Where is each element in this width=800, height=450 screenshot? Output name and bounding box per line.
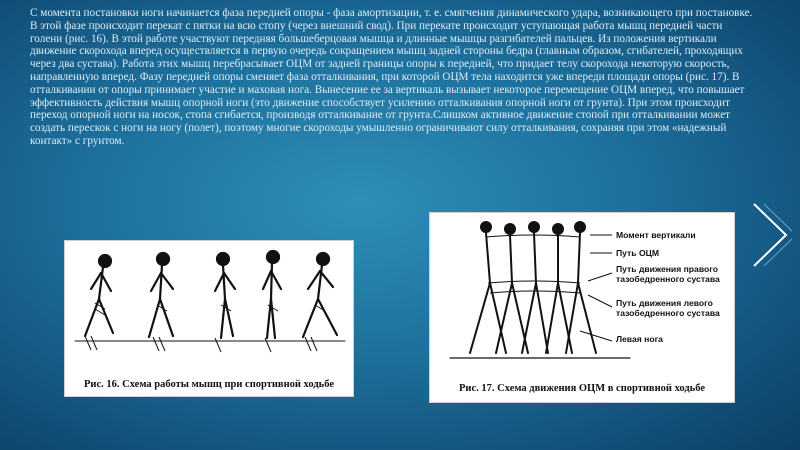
label-left-leg: Левая нога (616, 334, 663, 344)
body-paragraph: С момента постановки ноги начинается фаза передней опоры - фаза амортизации, т. е. смягчения динамического удара, возникающего при постановке. В этой фазе происходит перекат с пятки на всю стопу (через внешний свод). При перекате происходит уступающая работа мышц передней части голени (рис. 16). В этой работе участвуют передняя большеберцовая мышца и длинные мышцы разгибателей пальцев. Из положения вертикали движение скорохода вперед осуществляется в первую очередь сокращением мышц задней стороны бедра (главным образом, сгибателей, проходящих через два сустава). Работа этих мышц перебрасывает ОЦМ от задней границы опоры к передней, что придает телу скорохода некоторую скорость, направленную вперед. Фазу передней опоры сменяет фаза отталкивания, при которой ОЦМ тела находится уже впереди площади опоры (рис. 17). В отталкивании от опоры принимает участие и маховая нога. Вынесение ее за вертикаль вызывает некоторое перемещение ОЦМ вперед, что повышает эффективность действия мышц опорной ноги (это движение способствует усилению отталкивания опорной ноги от грунта). При этом происходит переход опорной ноги на носок, стопа сгибается, производя отталкивание от грунта.Слишком активное движение стопой при отталкивании может создать перескок с ноги на ногу (полет), поэтому многие скороходы умышленно ограничивают силу отталкивания, сохраняя при этом «надежный контакт» с грунтом. (30, 7, 753, 147)
figure-17 (429, 212, 735, 403)
figure-17-caption: Рис. 17. Схема движения ОЦМ в спортивной ходьбе (459, 383, 705, 394)
race-walking-muscles-illustration (65, 241, 353, 371)
figure-16-caption: Рис. 16. Схема работы мышц при спортивной ходьбе (83, 379, 334, 390)
next-chevron-icon (748, 200, 792, 270)
label-ocm-path: Путь ОЦМ (616, 248, 660, 258)
label-vertical: Момент вертикали (616, 230, 696, 240)
figure-16 (64, 240, 354, 397)
label-left-hip-path: Путь движения левого тазобедренного сустава (616, 298, 720, 318)
label-right-hip-path: Путь движения правого тазобедренного сустава (616, 264, 720, 284)
